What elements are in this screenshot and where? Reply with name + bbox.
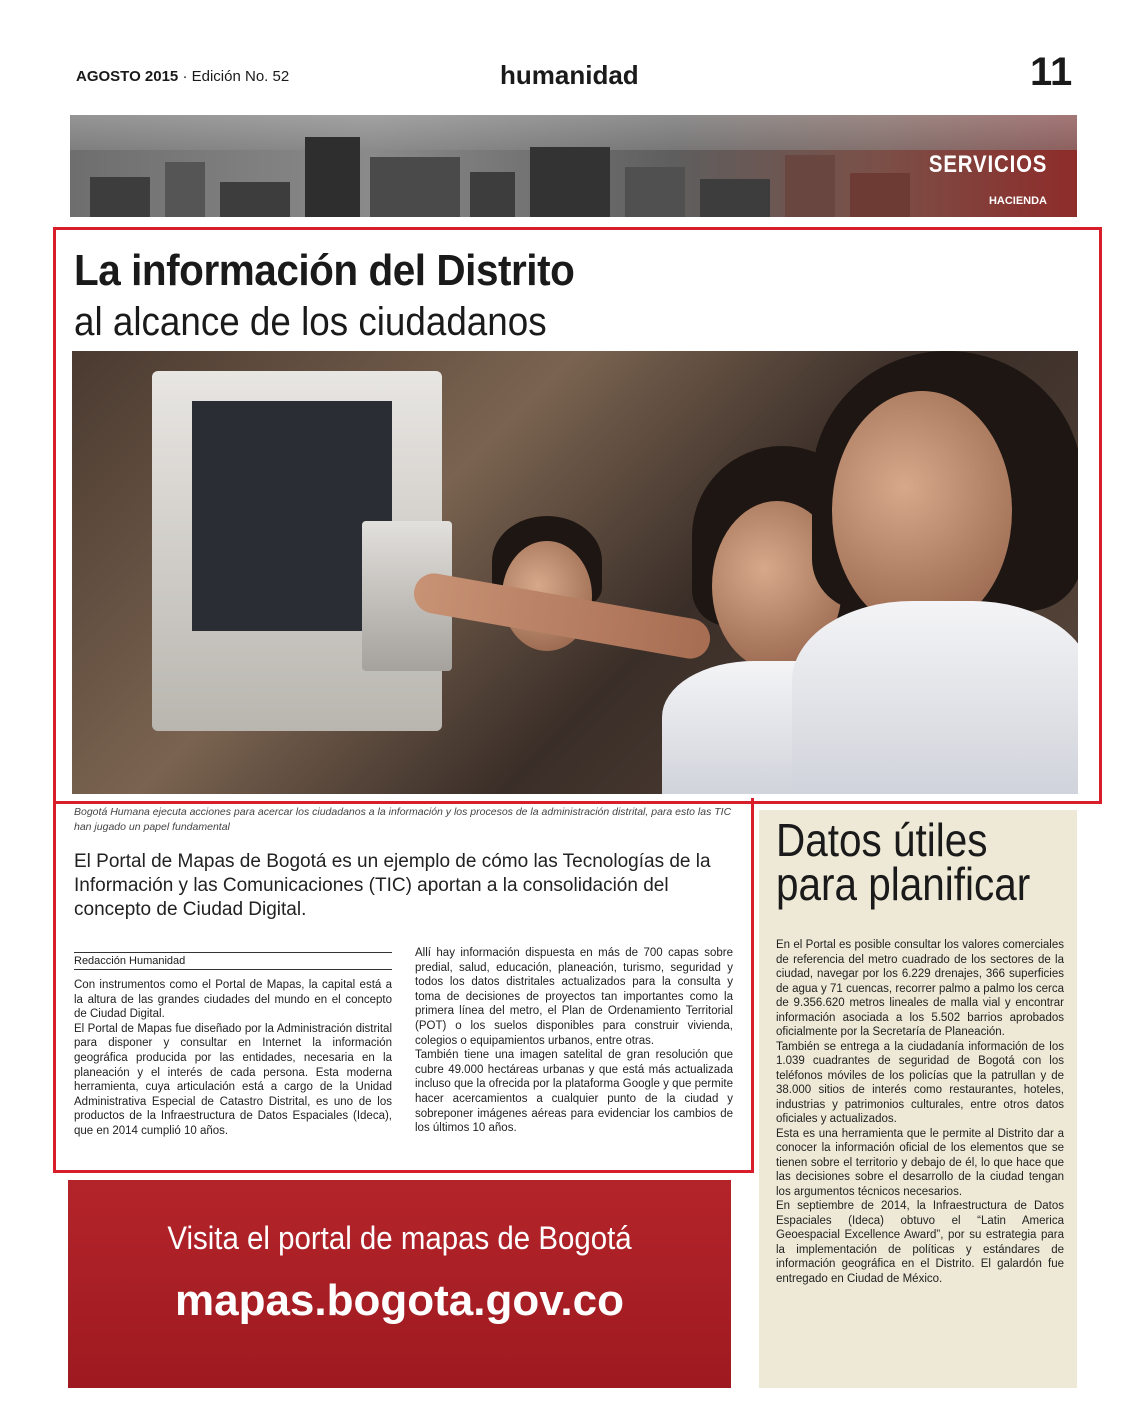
article-title: La información del Distrito xyxy=(74,246,575,295)
article-subtitle: al alcance de los ciudadanos xyxy=(74,300,547,344)
ad-tagline: Visita el portal de mapas de Bogotá xyxy=(167,1220,632,1256)
banner-subcategory: HACIENDA xyxy=(988,195,1047,207)
banner-category: SERVICIOS xyxy=(928,151,1047,178)
paragraph: Esta es una herramienta que le permite al Distrito dar a conocer la información oficial de los elementos que se tienen sobre el territorio y debajo de él, lo que hace que las decisiones sobre el desarrollo de la ciudad tengan los argumentos técnicos necesarios. xyxy=(776,1127,1064,1198)
sidebar-body xyxy=(776,938,1064,1286)
sidebar-title-line-2: para planificar xyxy=(776,858,1031,910)
sidebar-title xyxy=(776,814,1031,910)
article-column-2 xyxy=(415,946,733,1136)
portal-ad xyxy=(68,1180,731,1388)
page-number: 11 xyxy=(1030,50,1073,94)
edition-number: Edición No. 52 xyxy=(191,68,290,85)
article-column-1 xyxy=(74,978,392,1139)
paragraph: También se entrega a la ciudadanía información de los 1.039 cuadrantes de seguridad de Bogotá con los teléfonos móviles de los policías que la patrullan y de 38.000 sitios de interés como restaurantes, hoteles, industrias y patrimonios culturales, entre otros datos oficiales y actualizados. xyxy=(776,1040,1064,1125)
paragraph: El Portal de Mapas fue diseñado por la Administración distrital para disponer y consultar en Internet la información geográfica producida por las entidades, necesaria en la planeación y el interés de cada persona. Esta moderna herramienta, cuya articulación está a cargo de la Unidad Administrativa Especial de Catastro Distrital, es uno de los productos de la Infraestructura de Datos Espaciales (Ideca), que en 2014 cumplió 10 años. xyxy=(74,1022,392,1137)
paragraph: Con instrumentos como el Portal de Mapas, la capital está a la altura de las grandes ciudades del mundo en el concepto de Ciudad Digital. xyxy=(74,979,392,1021)
byline: Redacción Humanidad xyxy=(74,952,392,970)
issue-date: AGOSTO 2015 xyxy=(76,68,179,85)
masthead-date xyxy=(76,68,289,85)
sidebar-title-line-1: Datos útiles xyxy=(776,814,988,866)
paragraph: En el Portal es posible consultar los valores comerciales de referencia del metro cuadrado de los sectores de la ciudad, navegar por los 6.229 drenajes, 366 superficies de agua y 71 cuencas, recorrer palmo a palmo los cerca de 9.356.620 metros lineales de malla vial y encontrar información asociada a los 5.502 barrios aprobados oficialmente por la Secretaría de Planeación. xyxy=(776,939,1064,1038)
article-lede: El Portal de Mapas de Bogotá es un ejemplo de cómo las Tecnologías de la Información y las Comunicaciones (TIC) aportan a la consolidación del concepto de Ciudad Digital. xyxy=(74,851,711,920)
ad-url: mapas.bogota.gov.co xyxy=(174,1276,625,1325)
photo-caption: Bogotá Humana ejecuta acciones para acercar los ciudadanos a la información y los procesos de la administración distrital, para esto las TIC han jugado un papel fundamental xyxy=(74,806,732,833)
section-name: humanidad xyxy=(500,60,639,90)
section-banner xyxy=(70,115,1077,217)
separator-dot: · xyxy=(182,68,188,85)
article-photo xyxy=(72,351,1078,794)
paragraph: En septiembre de 2014, la Infraestructura de Datos Espaciales (Ideca) obtuvo el “Latin America Geoespacial Excellence Award”, por su estrategia para la implementación de políticas y estándares de información geográfica en el Distrito. El galardón fue entregado en Ciudad de México. xyxy=(776,1200,1064,1285)
paragraph: También tiene una imagen satelital de gran resolución que cubre 49.000 hectáreas urbanas y que está más actualizada incluso que la ofrecida por la plataforma Google y que permite hacer acercamientos a cualquier punto de la ciudad y sobreponer imágenes aéreas para evidenciar los cambios de los últimos 10 años. xyxy=(415,1049,733,1135)
paragraph: Allí hay información dispuesta en más de 700 capas sobre predial, salud, educación, planeación, turismo, seguridad y todos los datos distritales actualizados para la consulta y toma de decisiones de proyectos tan importantes como la primera línea del metro, el Plan de Ordenamiento Territorial (POT) o los suelos disponibles para construir vivienda, colegios o equipamientos urbanos, entre otras. xyxy=(415,947,733,1047)
